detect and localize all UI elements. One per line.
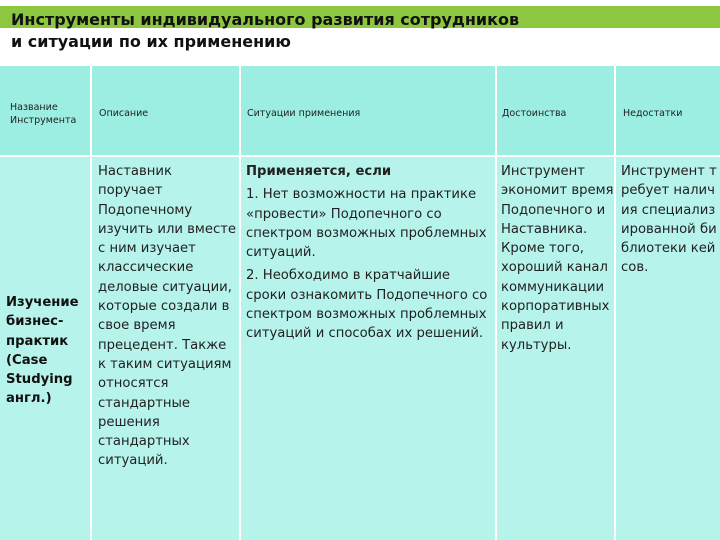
tool-name-cell: Изучение бизнес-практик (Case Studying англ.) bbox=[6, 295, 79, 407]
situations-cell bbox=[246, 162, 494, 344]
column-divider bbox=[239, 66, 241, 540]
situations-heading: Применяется, если bbox=[246, 164, 392, 179]
advantages-cell: Инструмент экономит время Подопечного и Наставника. Кроме того, хороший канал коммуникации корпоративных правил и культуры. bbox=[501, 164, 614, 353]
tools-table bbox=[0, 66, 720, 540]
column-divider bbox=[495, 66, 497, 540]
header-advantages: Достоинства bbox=[502, 108, 567, 119]
page-title bbox=[11, 9, 701, 53]
header-disadvantages: Недостатки bbox=[623, 108, 683, 119]
row-divider bbox=[0, 155, 720, 157]
title-line-1: Инструменты индивидуального развития сотрудников bbox=[11, 10, 520, 29]
title-line-2: и ситуации по их применению bbox=[11, 32, 291, 51]
title-bar bbox=[0, 0, 720, 56]
situations-item-1: 1. Нет возможности на практике «провести» Подопечного со спектром возможных проблемных ситуаций. bbox=[246, 187, 487, 261]
situations-item-2: 2. Необходимо в кратчайшие сроки ознакомить Подопечного со спектром возможных проблемных ситуаций и способах их решений. bbox=[246, 268, 488, 342]
header-description: Описание bbox=[99, 108, 149, 119]
header-situations: Ситуации применения bbox=[247, 108, 361, 119]
column-divider bbox=[90, 66, 92, 540]
description-cell: Наставник поручает Подопечному изучить или вместе с ним изучает классические деловые ситуации, которые создали в свое время прецедент. Также к таким ситуациям относятся стандартные решения стандартных ситуаций. bbox=[98, 164, 237, 469]
header-name: Название Инструмента bbox=[10, 102, 77, 126]
disadvantages-cell: Инструмент требует наличия специализированной библиотеки кейсов. bbox=[621, 164, 717, 276]
